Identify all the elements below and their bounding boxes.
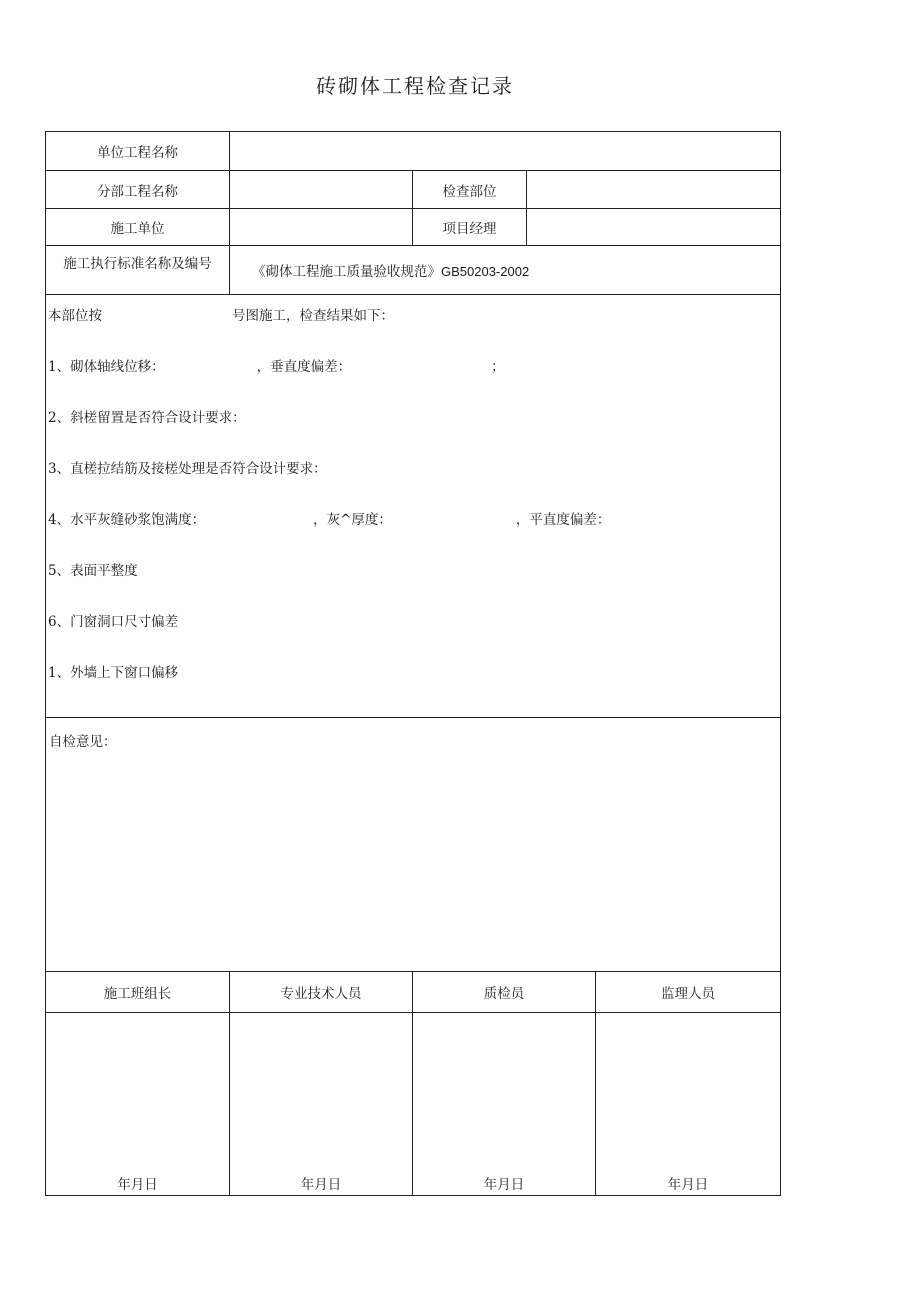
unit-project-field[interactable] — [230, 132, 781, 171]
project-manager-field[interactable] — [527, 209, 781, 246]
check-results-cell — [46, 295, 781, 718]
self-check-row — [46, 718, 781, 972]
self-check-opinion-cell[interactable] — [46, 718, 781, 972]
signer-header-row — [46, 972, 781, 1013]
intro-text-b: 号图施工，检查结果如下： — [232, 308, 394, 324]
sub-project-field[interactable] — [230, 171, 413, 209]
signature-row — [46, 1013, 781, 1196]
signature-date-2: 年月日 — [483, 1177, 525, 1193]
self-check-label: 自检意见： — [49, 734, 117, 750]
signature-cell-0[interactable] — [46, 1013, 230, 1196]
inspection-record-table — [45, 131, 781, 1196]
signature-date-1: 年月日 — [300, 1177, 342, 1193]
standard-name: 《砌体工程施工质量验收规范》 — [252, 264, 441, 280]
check-item-6: 6、门窗洞口尺寸偏差 — [48, 614, 179, 630]
page-title: 砖砌体工程检查记录 — [316, 74, 514, 98]
signature-date-0: 年月日 — [117, 1177, 158, 1193]
contractor-row — [46, 209, 781, 246]
intro-text-a: 本部位按 — [48, 308, 102, 324]
standard-label: 施工执行标准名称及编号 — [46, 246, 230, 295]
intro-line — [48, 304, 394, 324]
signer-role-1: 专业技术人员 — [230, 972, 413, 1013]
standard-row — [46, 246, 781, 295]
item4-text-c: ，平直度偏差： — [515, 512, 611, 528]
check-item-5: 5、表面平整度 — [48, 563, 138, 579]
check-item-7: 1、外墙上下窗口偏移 — [48, 665, 179, 681]
inspect-part-field[interactable] — [527, 171, 781, 209]
signer-role-2: 质检员 — [413, 972, 596, 1013]
check-item-4 — [48, 508, 610, 528]
standard-code: GB50203-2002 — [441, 264, 530, 279]
item4-text-a: 4、水平灰缝砂浆饱满度： — [48, 512, 206, 528]
check-results-row — [46, 295, 781, 718]
standard-value — [230, 246, 781, 295]
check-item-1 — [48, 355, 505, 375]
unit-project-row — [46, 132, 781, 171]
signer-role-3: 监理人员 — [596, 972, 781, 1013]
check-item-3: 3、直槎拉结筋及接槎处理是否符合设计要求： — [48, 461, 327, 477]
signature-cell-2[interactable] — [413, 1013, 596, 1196]
signer-role-0: 施工班组长 — [46, 972, 230, 1013]
contractor-label: 施工单位 — [46, 209, 230, 246]
unit-project-label: 单位工程名称 — [46, 132, 230, 171]
item4-text-b: ，灰^厚度： — [313, 512, 392, 528]
signature-date-3: 年月日 — [667, 1177, 709, 1193]
contractor-field[interactable] — [230, 209, 413, 246]
item1-text-b: ，垂直度偏差： — [256, 359, 352, 375]
sub-project-label: 分部工程名称 — [46, 171, 230, 209]
signature-cell-1[interactable] — [230, 1013, 413, 1196]
project-manager-label: 项目经理 — [413, 209, 527, 246]
item1-text-c: ； — [491, 359, 505, 375]
sub-project-row — [46, 171, 781, 209]
item1-text-a: 1、砌体轴线位移： — [48, 359, 165, 375]
signature-cell-3[interactable] — [596, 1013, 781, 1196]
inspect-part-label: 检查部位 — [413, 171, 527, 209]
check-item-2: 2、斜槎留置是否符合设计要求： — [48, 410, 246, 426]
